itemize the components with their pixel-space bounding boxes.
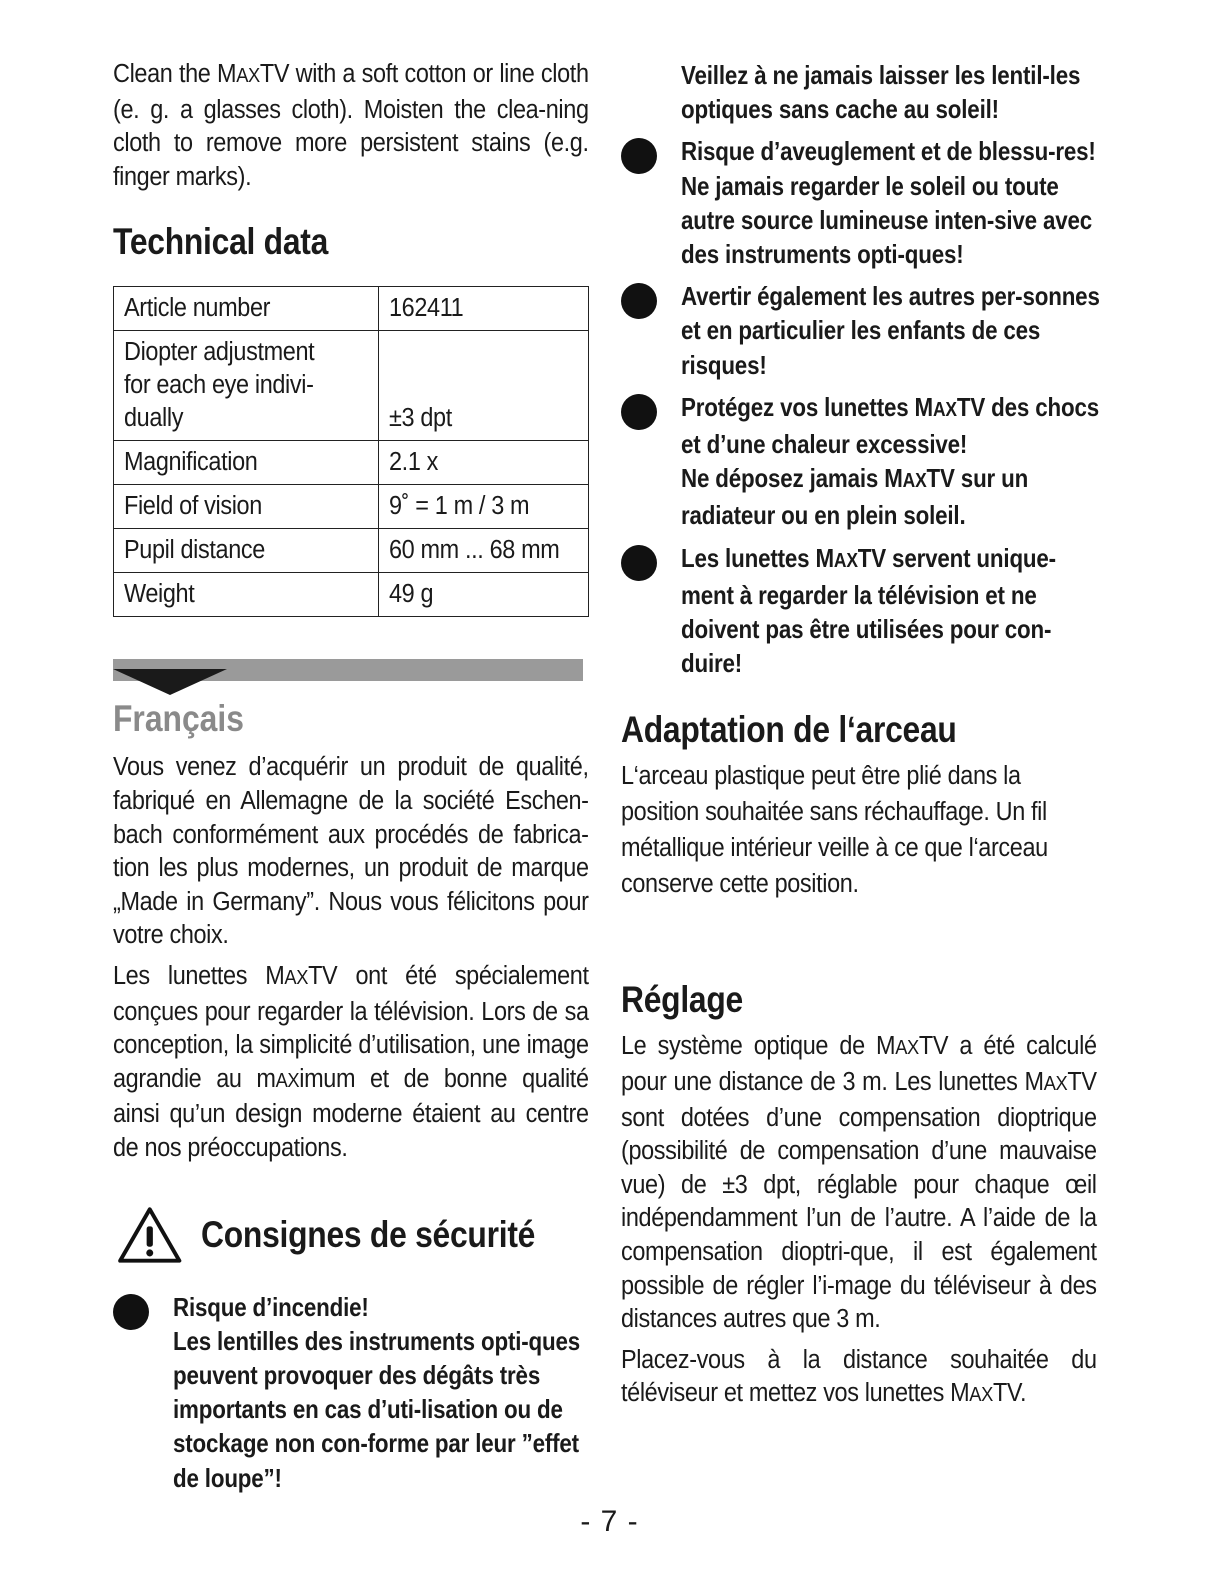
row-label: Field of vision (124, 492, 262, 521)
table-row (114, 573, 589, 617)
bullet-icon (621, 545, 657, 581)
product-paragraph-fr: Les lunettes MAXTV ont été spécialement conçues pour regarder la télévision. Lors de sa conception, la simplicité d’utilisation, une image agrandie au mAXimum et de bonne qualité ainsi qu’un design moderne étaient au centre de nos préoccupations. (113, 961, 589, 1162)
language-section-bar (113, 659, 589, 695)
bullet-icon (621, 283, 657, 319)
row-label: Pupil distance (124, 536, 265, 565)
lens-cover-text: Veillez à ne jamais laisser les lentil-les optiques sans cache au soleil! (681, 60, 1081, 125)
intro-paragraph-fr: Vous venez d’acquérir un produit de qualité, fabriqué en Allemagne de la société Eschen-bach conformément aux procédés de fabrica-tion les plus modernes, un produit de marque „Made in Germany”. Nous vous félicitons pour votre choix. (113, 753, 589, 950)
safety-item (113, 1290, 589, 1495)
safety-item (621, 134, 1097, 271)
left-column (113, 58, 589, 1495)
table-row (114, 287, 589, 331)
bullet-icon (621, 138, 657, 174)
technical-data-table (113, 286, 589, 617)
safety-header (113, 1198, 589, 1272)
bullet-icon (621, 394, 657, 430)
row-value: 49 g (389, 580, 434, 609)
row-label: Magnification (124, 448, 258, 477)
safety-item (621, 541, 1097, 681)
row-value: 9˚ = 1 m / 3 m (389, 492, 530, 521)
row-label: Weight (124, 580, 195, 609)
reglage-paragraph-2: Placez-vous à la distance souhaitée du téléviseur et mettez vos lunettes MAXTV. (621, 1345, 1097, 1408)
table-row (114, 529, 589, 573)
fire-risk-text: Risque d’incendie! Les lentilles des instruments opti-ques peuvent provoquer des dégâts très importants en cas d’uti-lisation ou de stockage non con-forme par leur ”effet de loupe”! (173, 1291, 581, 1493)
tv-only-text: Les lunettes MAXTV servent unique-ment à regarder la télévision et ne doivent pas être utilisées pour con-duire! (681, 542, 1056, 679)
table-row (114, 331, 589, 441)
right-column (621, 58, 1100, 1413)
row-value: 60 mm ... 68 mm (389, 536, 560, 565)
table-row (114, 441, 589, 485)
language-heading: Français (113, 698, 244, 740)
safety-item (621, 390, 1097, 533)
table-row (114, 485, 589, 529)
reglage-heading: Réglage (621, 979, 743, 1021)
blinding-risk-text: Risque d’aveuglement et de blessu-res! Ne jamais regarder le soleil ou toute autre source lumineuse inten-sive avec des instruments opti-ques! (681, 136, 1096, 270)
warn-others-text: Avertir également les autres per-sonnes et en particulier les enfants de ces risques! (681, 281, 1100, 380)
row-value: ±3 dpt (389, 404, 452, 433)
protect-glasses-text: Protégez vos lunettes MAXTV des chocs et d’une chaleur excessive! Ne déposez jamais MAXTV sur un radiateur ou en plein soleil. (681, 391, 1099, 531)
triangle-down-icon (113, 669, 227, 695)
warning-icon (117, 1198, 183, 1272)
safety-item-continued (621, 58, 1097, 126)
adaptation-heading: Adaptation de l‘arceau (621, 709, 957, 751)
bullet-icon (113, 1294, 149, 1330)
adaptation-paragraph: L‘arceau plastique peut être plié dans la position souhaitée sans réchauffage. Un fil métallique intérieur veille à ce que l‘arceau conserve cette position. (621, 762, 1048, 899)
safety-item (621, 279, 1100, 382)
row-label: Article number (124, 294, 271, 323)
row-value: 2.1 x (389, 448, 439, 477)
page-number: - 7 - (580, 1505, 639, 1538)
reglage-paragraph: Le système optique de MAXTV a été calculé pour une distance de 3 m. Les lunettes MAXTV sont dotées d’une compensation dioptrique (possibilité de compensation d’une mauvaise vue) de ±3 dpt, réglable pour chaque œil indépendamment l’un de l’autre. A l’aide de la compensation dioptri-que, il est également possible de régler l’i-mage du téléviseur à des distances autres que 3 m. (621, 1032, 1097, 1334)
technical-data-heading: Technical data (113, 221, 329, 263)
safety-heading: Consignes de sécurité (200, 1213, 535, 1255)
row-value: 162411 (389, 294, 464, 323)
cleaning-paragraph: Clean the MAXTV with a soft cotton or line cloth (e. g. a glasses cloth). Moisten the clea-ning cloth to remove more persistent stains (e.g. finger marks). (113, 60, 589, 191)
row-label: Diopter adjustment for each eye indivi- dually (124, 338, 315, 433)
